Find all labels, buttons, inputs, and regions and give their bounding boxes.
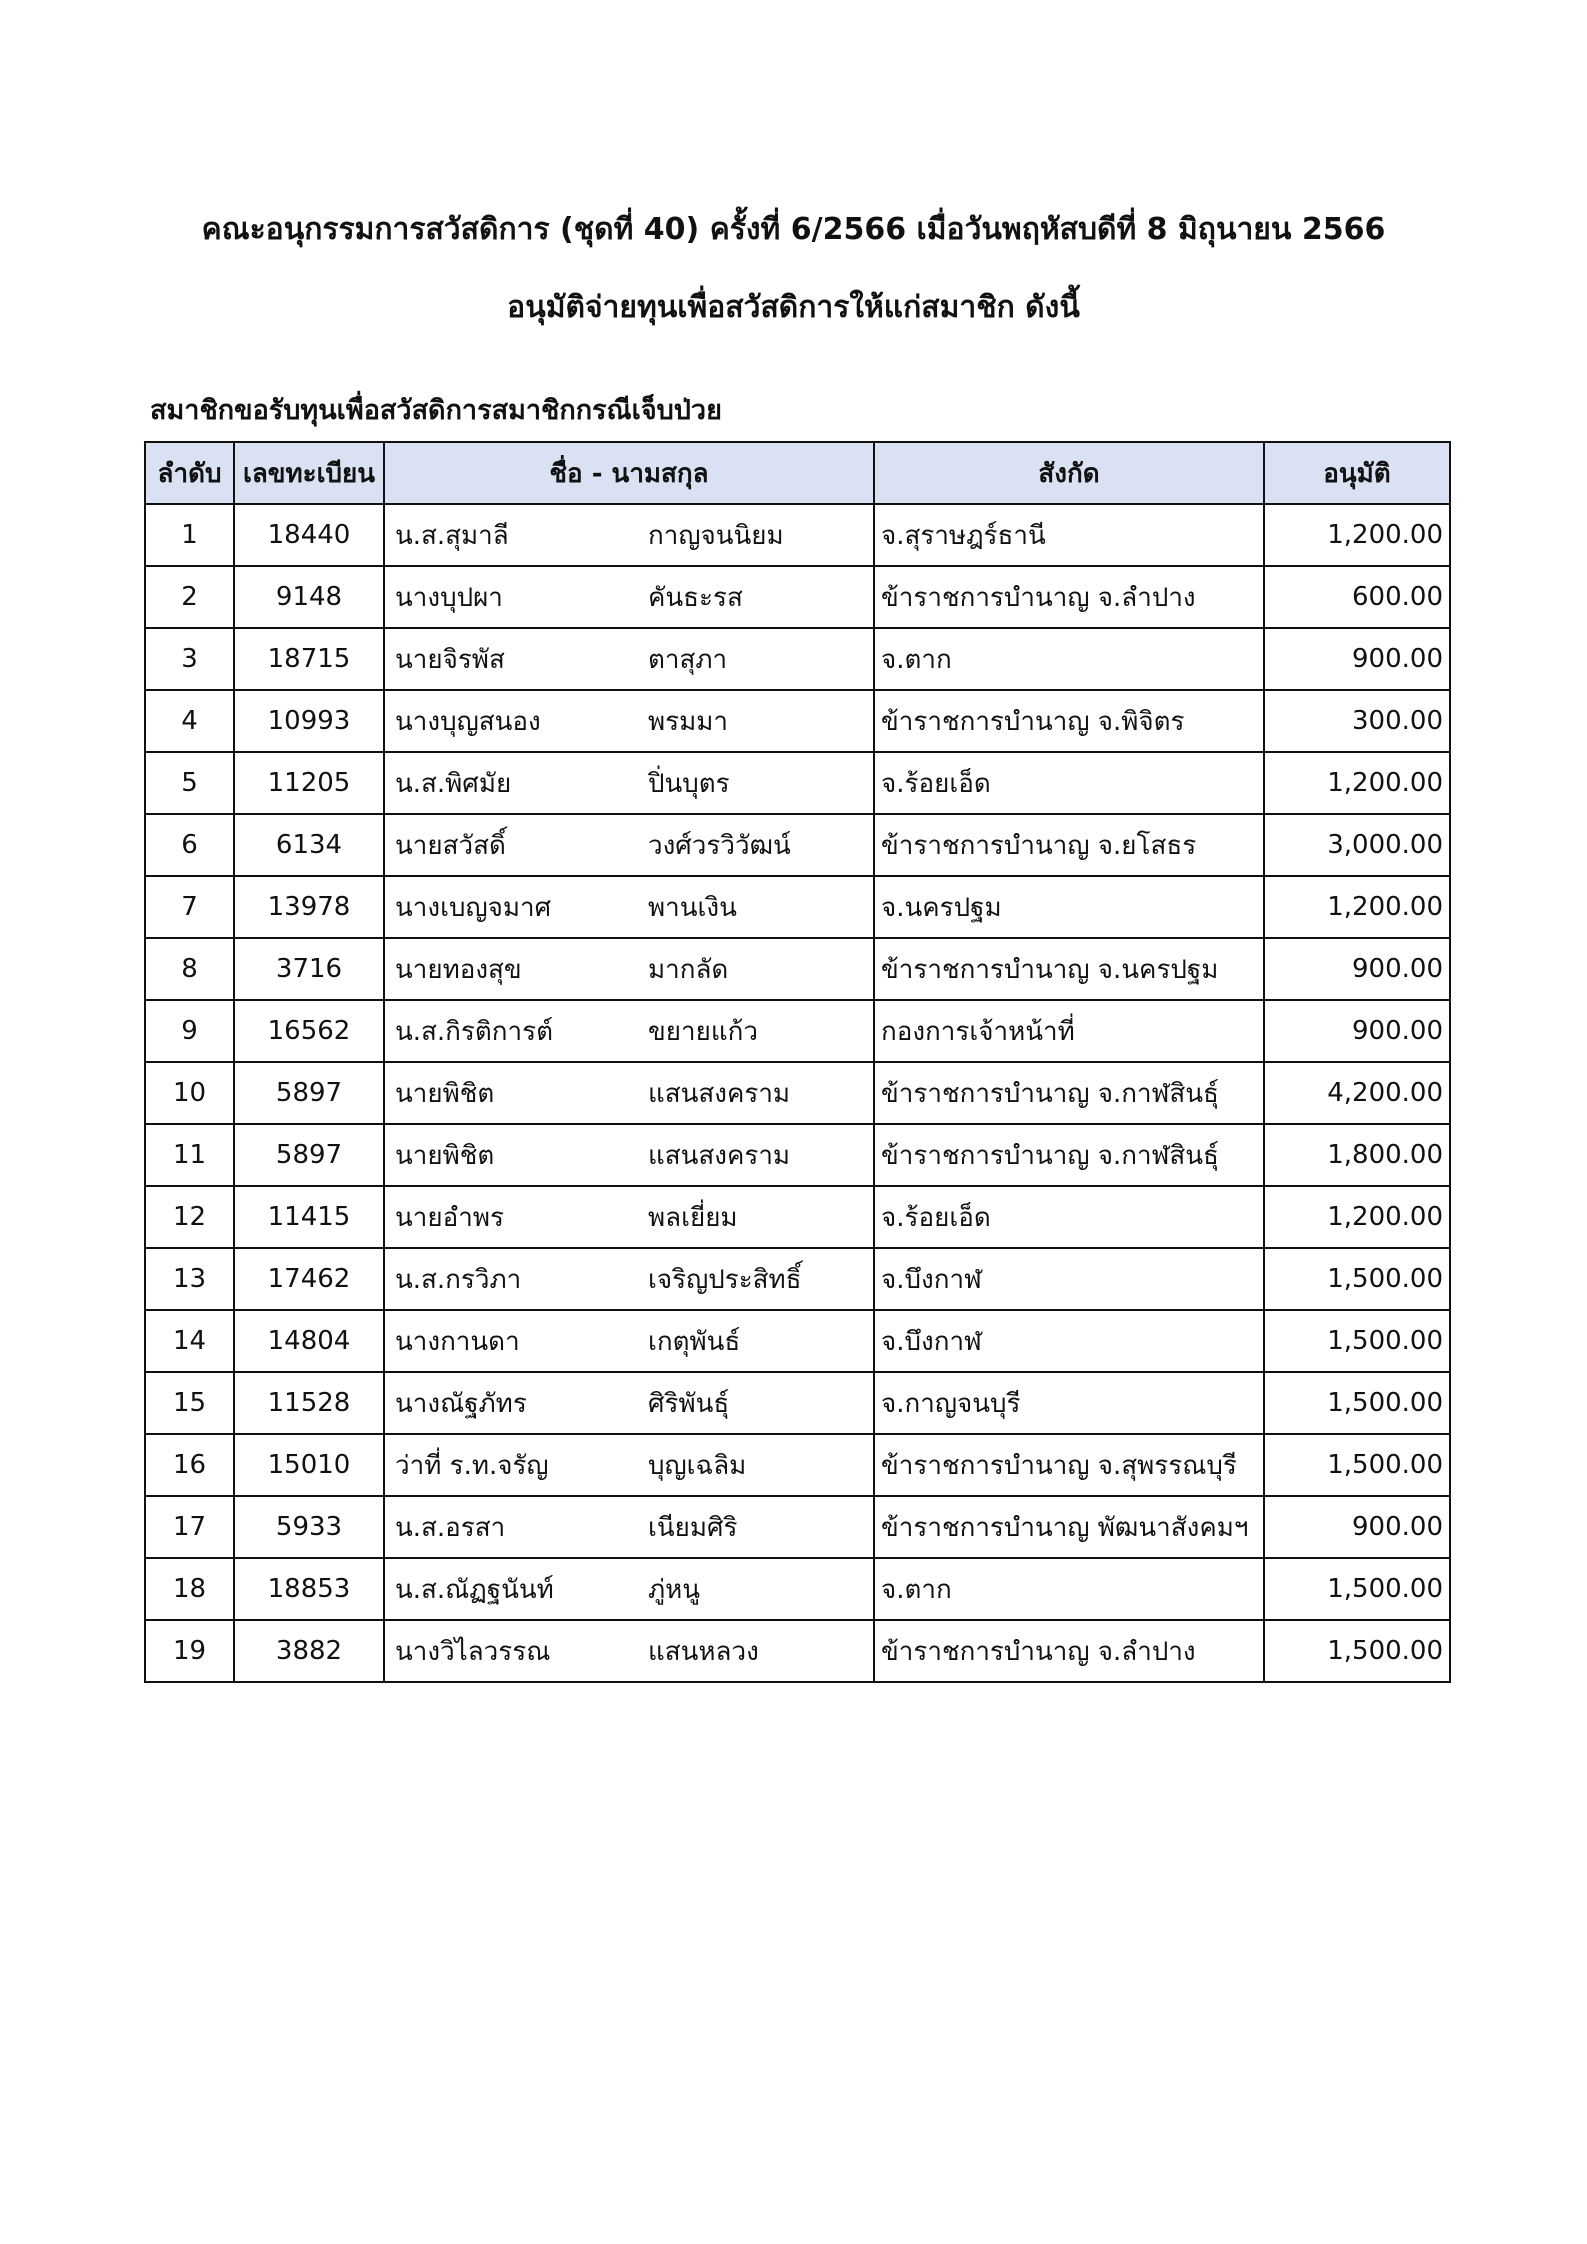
cell-reg-no: 9148 (234, 566, 384, 628)
table-row (145, 1062, 1450, 1124)
cell-amount: 4,200.00 (1264, 1062, 1450, 1124)
cell-index: 7 (145, 876, 234, 938)
cell-name (384, 566, 874, 628)
cell-index: 16 (145, 1434, 234, 1496)
cell-index: 5 (145, 752, 234, 814)
cell-index: 2 (145, 566, 234, 628)
cell-dept: ข้าราชการบำนาญ จ.ลำปาง (874, 566, 1264, 628)
cell-name (384, 752, 874, 814)
cell-reg-no: 17462 (234, 1248, 384, 1310)
cell-dept: ข้าราชการบำนาญ จ.นครปฐม (874, 938, 1264, 1000)
cell-name (384, 938, 874, 1000)
table-row (145, 504, 1450, 566)
cell-index: 12 (145, 1186, 234, 1248)
last-name: แสนหลวง (648, 1636, 759, 1667)
last-name: ศิริพันธุ์ (648, 1388, 730, 1419)
cell-dept: ข้าราชการบำนาญ จ.สุพรรณบุรี (874, 1434, 1264, 1496)
first-name: นางเบญจมาศ (395, 892, 552, 923)
name-wrap (391, 877, 867, 937)
first-name: นางณัฐภัทร (395, 1388, 527, 1419)
name-wrap (391, 505, 867, 565)
first-name: นายพิชิต (395, 1140, 495, 1171)
cell-dept: จ.ตาก (874, 628, 1264, 690)
first-name: นางกานดา (395, 1326, 520, 1357)
cell-dept: จ.ร้อยเอ็ด (874, 752, 1264, 814)
cell-index: 4 (145, 690, 234, 752)
last-name: ภู่หนู (648, 1574, 701, 1605)
cell-name (384, 1620, 874, 1682)
cell-dept: ข้าราชการบำนาญ จ.กาฬสินธุ์ (874, 1062, 1264, 1124)
table-row (145, 1496, 1450, 1558)
name-wrap (391, 1001, 867, 1061)
cell-amount: 1,500.00 (1264, 1372, 1450, 1434)
cell-amount: 300.00 (1264, 690, 1450, 752)
first-name: นายทองสุข (395, 954, 522, 985)
cell-dept: จ.นครปฐม (874, 876, 1264, 938)
cell-name (384, 1248, 874, 1310)
name-wrap (391, 1559, 867, 1619)
cell-index: 14 (145, 1310, 234, 1372)
cell-reg-no: 16562 (234, 1000, 384, 1062)
name-wrap (391, 1373, 867, 1433)
cell-amount: 900.00 (1264, 1000, 1450, 1062)
cell-amount: 1,500.00 (1264, 1620, 1450, 1682)
column-header-dept: สังกัด (874, 442, 1264, 504)
cell-amount: 1,500.00 (1264, 1558, 1450, 1620)
first-name: นายอำพร (395, 1202, 504, 1233)
name-wrap (391, 1125, 867, 1185)
cell-reg-no: 15010 (234, 1434, 384, 1496)
cell-index: 17 (145, 1496, 234, 1558)
cell-index: 18 (145, 1558, 234, 1620)
cell-reg-no: 14804 (234, 1310, 384, 1372)
cell-name (384, 1496, 874, 1558)
table-row (145, 1000, 1450, 1062)
last-name: พานเงิน (648, 892, 737, 923)
first-name: น.ส.กรวิภา (395, 1264, 522, 1295)
column-header-reg-no: เลขทะเบียน (234, 442, 384, 504)
cell-reg-no: 5933 (234, 1496, 384, 1558)
name-wrap (391, 815, 867, 875)
first-name: น.ส.อรสา (395, 1512, 506, 1543)
cell-amount: 1,200.00 (1264, 1186, 1450, 1248)
table-row (145, 938, 1450, 1000)
table-row (145, 690, 1450, 752)
cell-reg-no: 11528 (234, 1372, 384, 1434)
cell-reg-no: 3882 (234, 1620, 384, 1682)
last-name: เนียมศิริ (648, 1512, 738, 1543)
cell-reg-no: 11415 (234, 1186, 384, 1248)
cell-dept: ข้าราชการบำนาญ จ.กาฬสินธุ์ (874, 1124, 1264, 1186)
cell-index: 11 (145, 1124, 234, 1186)
table-row (145, 1248, 1450, 1310)
cell-dept: จ.ตาก (874, 1558, 1264, 1620)
cell-dept: ข้าราชการบำนาญ พัฒนาสังคมฯ (874, 1496, 1264, 1558)
first-name: นางบุปผา (395, 582, 503, 613)
table-row (145, 1620, 1450, 1682)
name-wrap (391, 1621, 867, 1681)
cell-amount: 1,500.00 (1264, 1248, 1450, 1310)
cell-reg-no: 6134 (234, 814, 384, 876)
cell-reg-no: 18853 (234, 1558, 384, 1620)
last-name: เจริญประสิทธิ์ (648, 1264, 802, 1295)
section-heading: สมาชิกขอรับทุนเพื่อสวัสดิการสมาชิกกรณีเจ็บป่วย (150, 395, 722, 426)
cell-index: 15 (145, 1372, 234, 1434)
cell-index: 9 (145, 1000, 234, 1062)
first-name: น.ส.พิศมัย (395, 768, 512, 799)
table-row (145, 566, 1450, 628)
first-name: นางวิไลวรรณ (395, 1636, 551, 1667)
cell-amount: 1,200.00 (1264, 752, 1450, 814)
name-wrap (391, 1063, 867, 1123)
name-wrap (391, 1497, 867, 1557)
table-row (145, 752, 1450, 814)
cell-dept: จ.บึงกาฬ (874, 1248, 1264, 1310)
column-header-amount: อนุมัติ (1264, 442, 1450, 504)
cell-dept: จ.ร้อยเอ็ด (874, 1186, 1264, 1248)
table-row (145, 628, 1450, 690)
cell-name (384, 1434, 874, 1496)
cell-dept: กองการเจ้าหน้าที่ (874, 1000, 1264, 1062)
last-name: บุญเฉลิม (648, 1450, 747, 1481)
last-name: คันธะรส (648, 582, 743, 613)
cell-dept: ข้าราชการบำนาญ จ.ลำปาง (874, 1620, 1264, 1682)
cell-name (384, 1558, 874, 1620)
first-name: น.ส.ณัฏฐนันท์ (395, 1574, 554, 1605)
last-name: แสนสงคราม (648, 1140, 791, 1171)
name-wrap (391, 939, 867, 999)
cell-index: 19 (145, 1620, 234, 1682)
last-name: ขยายแก้ว (648, 1016, 758, 1047)
last-name: กาญจนนิยม (648, 520, 784, 551)
first-name: นายสวัสดิ์ (395, 830, 506, 861)
cell-name (384, 1310, 874, 1372)
table-row (145, 1310, 1450, 1372)
cell-dept: จ.สุราษฎร์ธานี (874, 504, 1264, 566)
first-name: นายพิชิต (395, 1078, 495, 1109)
name-wrap (391, 1187, 867, 1247)
table-row (145, 876, 1450, 938)
table-row (145, 1186, 1450, 1248)
cell-amount: 900.00 (1264, 938, 1450, 1000)
column-header-name: ชื่อ - นามสกุล (384, 442, 874, 504)
document-title: คณะอนุกรรมการสวัสดิการ (ชุดที่ 40) ครั้งที่ 6/2566 เมื่อวันพฤหัสบดีที่ 8 มิถุนายน 2566 (201, 212, 1386, 247)
cell-index: 8 (145, 938, 234, 1000)
last-name: ตาสุภา (648, 644, 728, 675)
cell-amount: 900.00 (1264, 1496, 1450, 1558)
cell-reg-no: 18715 (234, 628, 384, 690)
cell-index: 1 (145, 504, 234, 566)
table-row (145, 814, 1450, 876)
cell-name (384, 1372, 874, 1434)
name-wrap (391, 567, 867, 627)
table-header-row (145, 442, 1450, 504)
cell-name (384, 1000, 874, 1062)
cell-name (384, 814, 874, 876)
cell-reg-no: 18440 (234, 504, 384, 566)
cell-amount: 1,200.00 (1264, 504, 1450, 566)
table-row (145, 1558, 1450, 1620)
table-row (145, 1124, 1450, 1186)
cell-amount: 900.00 (1264, 628, 1450, 690)
cell-name (384, 1124, 874, 1186)
document-subtitle: อนุมัติจ่ายทุนเพื่อสวัสดิการให้แก่สมาชิก ดังนี้ (507, 290, 1080, 325)
cell-reg-no: 13978 (234, 876, 384, 938)
first-name: นางบุญสนอง (395, 706, 541, 737)
table-row (145, 1434, 1450, 1496)
cell-amount: 1,200.00 (1264, 876, 1450, 938)
last-name: แสนสงคราม (648, 1078, 791, 1109)
cell-dept: จ.บึงกาฬ (874, 1310, 1264, 1372)
first-name: ว่าที่ ร.ท.จรัญ (395, 1450, 549, 1481)
cell-amount: 3,000.00 (1264, 814, 1450, 876)
last-name: ปิ่นบุตร (648, 768, 730, 799)
name-wrap (391, 629, 867, 689)
cell-index: 10 (145, 1062, 234, 1124)
name-wrap (391, 1249, 867, 1309)
cell-dept: จ.กาญจนบุรี (874, 1372, 1264, 1434)
cell-dept: ข้าราชการบำนาญ จ.ยโสธร (874, 814, 1264, 876)
last-name: เกตุพันธ์ (648, 1326, 741, 1357)
cell-name (384, 1062, 874, 1124)
name-wrap (391, 1311, 867, 1371)
first-name: น.ส.กิรติการต์ (395, 1016, 553, 1047)
cell-amount: 600.00 (1264, 566, 1450, 628)
column-header-index: ลำดับ (145, 442, 234, 504)
cell-reg-no: 10993 (234, 690, 384, 752)
cell-index: 13 (145, 1248, 234, 1310)
cell-reg-no: 5897 (234, 1124, 384, 1186)
table-body (145, 504, 1450, 1682)
name-wrap (391, 1435, 867, 1495)
last-name: วงศ์วรวิวัฒน์ (648, 830, 791, 861)
last-name: พลเยี่ยม (648, 1202, 738, 1233)
cell-index: 6 (145, 814, 234, 876)
first-name: นายจิรพัส (395, 644, 505, 675)
welfare-approval-table (144, 441, 1451, 1683)
cell-name (384, 690, 874, 752)
cell-reg-no: 3716 (234, 938, 384, 1000)
first-name: น.ส.สุมาลี (395, 520, 509, 551)
cell-amount: 1,500.00 (1264, 1434, 1450, 1496)
name-wrap (391, 753, 867, 813)
table-row (145, 1372, 1450, 1434)
cell-amount: 1,800.00 (1264, 1124, 1450, 1186)
last-name: พรมมา (648, 706, 728, 737)
last-name: มากลัด (648, 954, 729, 985)
cell-reg-no: 5897 (234, 1062, 384, 1124)
cell-name (384, 504, 874, 566)
cell-name (384, 1186, 874, 1248)
cell-amount: 1,500.00 (1264, 1310, 1450, 1372)
cell-reg-no: 11205 (234, 752, 384, 814)
cell-name (384, 876, 874, 938)
cell-dept: ข้าราชการบำนาญ จ.พิจิตร (874, 690, 1264, 752)
cell-index: 3 (145, 628, 234, 690)
cell-name (384, 628, 874, 690)
name-wrap (391, 691, 867, 751)
